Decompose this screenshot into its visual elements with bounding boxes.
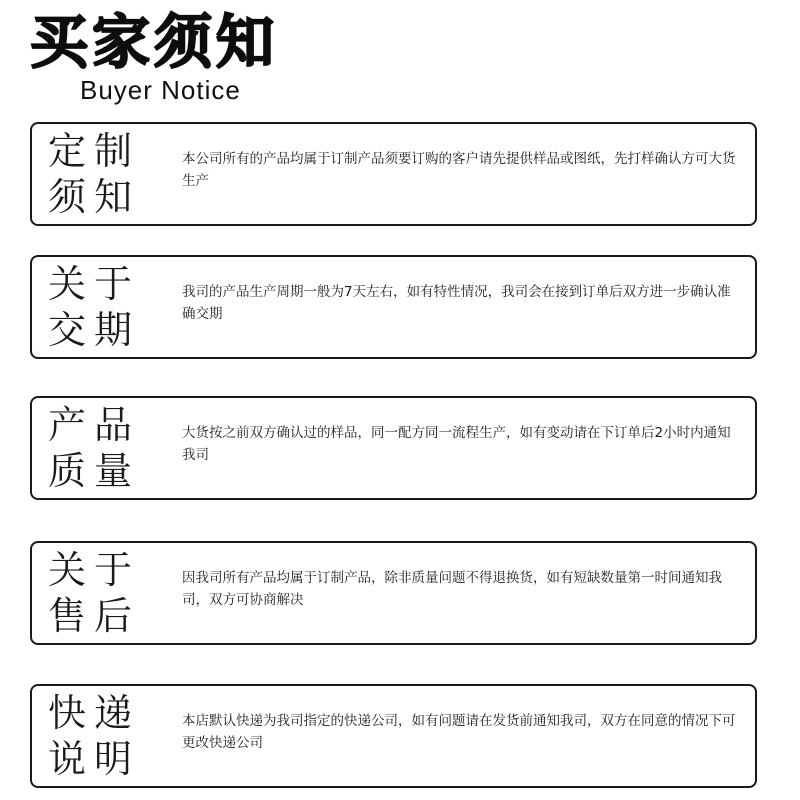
notice-card-shipping [30, 684, 757, 788]
notice-body: 本公司所有的产品均属于订制产品须要订购的客户请先提供样品或图纸，先打样确认方可大货生产 [182, 151, 736, 189]
header [0, 0, 800, 112]
notice-body: 我司的产品生产周期一般为7天左右，如有特性情况，我司会在接到订单后双方进一步确认准确交期 [182, 284, 731, 322]
notice-card-quality [30, 396, 757, 500]
notice-title: 定制 须知 [48, 129, 141, 219]
notice-body: 因我司所有产品均属于订制产品，除非质量问题不得退换货，如有短缺数量第一时间通知我司，双方可协商解决 [182, 570, 722, 608]
notice-card-delivery [30, 255, 757, 359]
notice-card-aftersales [30, 541, 757, 645]
notice-title: 关于 交期 [48, 262, 141, 352]
notice-body: 本店默认快递为我司指定的快递公司，如有问题请在发货前通知我司，双方在同意的情况下可更改快递公司 [182, 713, 736, 751]
notice-title: 产品 质量 [48, 403, 141, 493]
notice-title: 快递 说明 [48, 691, 141, 781]
page-subtitle: Buyer Notice [80, 75, 241, 105]
notice-card-custom [30, 122, 757, 226]
notice-body: 大货按之前双方确认过的样品，同一配方同一流程生产，如有变动请在下订单后2小时内通知我司 [182, 425, 731, 463]
page-title: 买家须知 [30, 8, 279, 76]
notice-title: 关于 售后 [48, 548, 141, 638]
